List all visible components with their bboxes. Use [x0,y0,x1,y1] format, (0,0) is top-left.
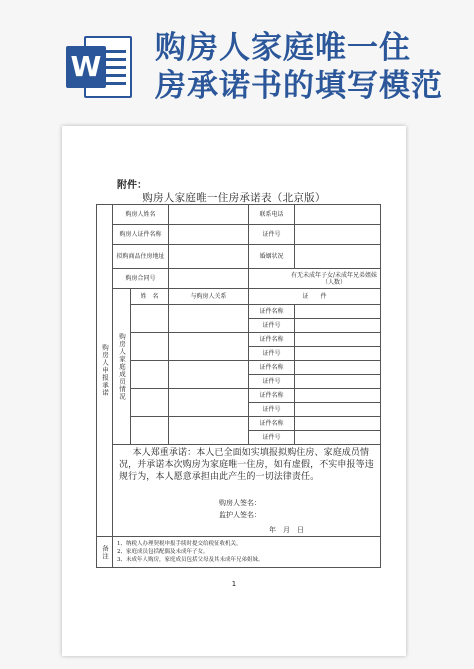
family-section-label: 购房人家庭成员情况 [113,289,131,445]
pledge-statement: 本人郑重承诺：本人已全面如实填报拟购住房、家庭成员情况，并承诺本次购房为家庭唯一住房，如有虚假，不实申报等违规行为，本人愿意承担由此产生的一切法律责任。 [119,448,374,482]
member-relation-5 [169,417,249,445]
id-no-value-1 [295,319,381,333]
banner-title-line-2: 房承诺书的填写模范 [155,68,443,104]
id-no-label-2: 证件号 [249,347,295,361]
member-relation-2 [169,333,249,361]
contact-phone-value [295,205,381,225]
form-title: 购房人家庭唯一住房承诺表（北京版） [142,192,326,204]
id-number-value [295,225,381,245]
note-2: 2、家庭成员包括配偶及未成年子女。 [117,549,209,555]
document-page [62,126,406,656]
contract-no-value [169,269,249,289]
banner-title-line-1: 购房人家庭唯一住 [155,30,411,66]
buyer-signature-label: 购房人签名： [219,499,261,507]
field-label-buyer-name: 购房人姓名 [113,205,169,225]
id-no-label-1: 证件号 [249,319,295,333]
member-name-2 [131,333,169,361]
property-address-value [169,245,249,269]
field-label-id-type: 购房人证件名称 [113,225,169,245]
side-label: 购房人申报承诺 [97,205,113,537]
note-3: 3、未成年人购房，家庭成员包括父母及其未成年兄弟姐妹。 [117,557,264,563]
id-name-label-4: 证件名称 [249,389,295,403]
remarks-notes [113,537,381,568]
member-relation-4 [169,389,249,417]
id-no-value-5 [295,431,381,445]
remarks-label: 备注 [97,537,113,568]
page-number: 1 [231,580,237,588]
col-header-relation: 与购房人关系 [169,289,249,305]
pledge-cell [113,445,381,537]
marital-status-value [295,245,381,269]
col-header-name: 姓 名 [131,289,169,305]
id-name-label-3: 证件名称 [249,361,295,375]
id-name-label-2: 证件名称 [249,333,295,347]
member-name-4 [131,389,169,417]
field-label-property-address: 拟购商品住房地址 [113,245,169,269]
member-name-5 [131,417,169,445]
field-label-id-number: 证件号 [249,225,295,245]
guardian-signature-label: 监护人签名： [219,511,261,519]
id-name-label-1: 证件名称 [249,305,295,319]
member-name-1 [131,305,169,333]
field-label-marital-status: 婚姻状况 [249,245,295,269]
member-relation-3 [169,361,249,389]
word-document-icon [66,36,132,98]
id-no-label-3: 证件号 [249,375,295,389]
id-name-value-2 [295,333,381,347]
note-1: 1、纳税人办理契税申报手续时提交给税征收机关。 [117,541,242,547]
col-header-id: 证 件 [249,289,381,305]
date-label: 年 月 日 [269,526,304,534]
id-name-value-4 [295,389,381,403]
field-label-minor-children: 有无未成年子女/未成年兄弟姐妹（人数） [249,269,381,289]
id-no-value-3 [295,375,381,389]
id-no-value-2 [295,347,381,361]
field-label-contract-no: 购房合同号 [113,269,169,289]
field-label-contact-phone: 联系电话 [249,205,295,225]
attachment-label: 附件： [117,180,147,191]
id-type-value [169,225,249,245]
id-no-value-4 [295,403,381,417]
member-name-3 [131,361,169,389]
id-name-value-5 [295,417,381,431]
id-name-value-3 [295,361,381,375]
id-no-label-5: 证件号 [249,431,295,445]
id-no-label-4: 证件号 [249,403,295,417]
id-name-label-5: 证件名称 [249,417,295,431]
word-w-badge: W [66,46,106,88]
buyer-name-value [169,205,249,225]
header-banner [0,0,474,122]
id-name-value-1 [295,305,381,319]
pledge-form-table [96,204,381,568]
member-relation-1 [169,305,249,333]
